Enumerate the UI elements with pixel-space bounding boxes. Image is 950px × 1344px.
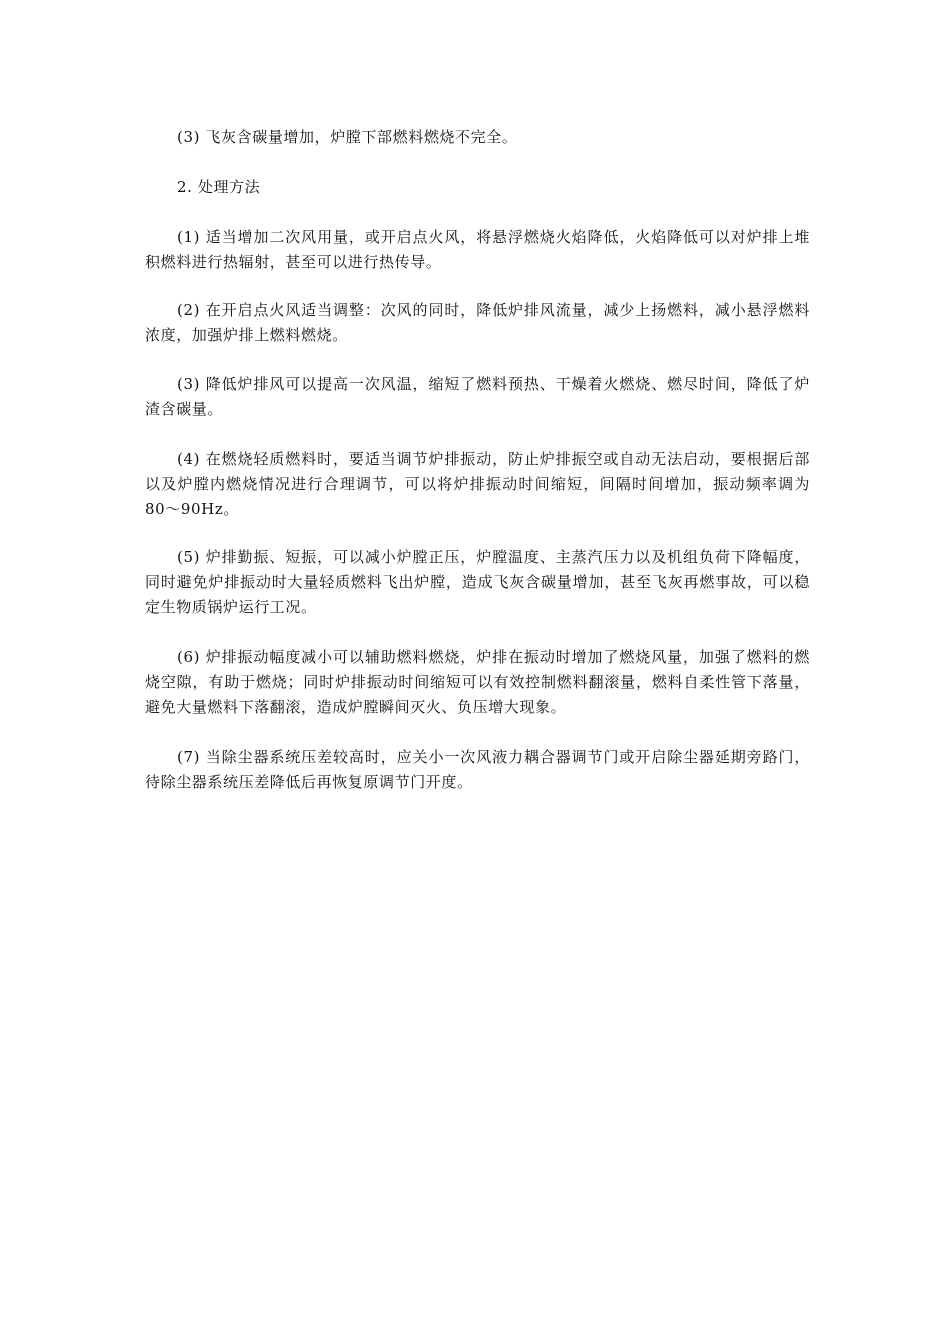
paragraph-method-6: (6) 炉排振动幅度减小可以辅助燃料燃烧，炉排在振动时增加了燃烧风量，加强了燃料的燃烧空隙，有助于燃烧；同时炉排振动时间缩短可以有效控制燃料翻滚量，燃料自柔性管下落量，避免大量燃料下落翻滚，造成炉膛瞬间灭火、负压增大现象。 <box>145 648 810 716</box>
paragraph-symptom-3: (3) 飞灰含碳量增加，炉膛下部燃料燃烧不完全。 <box>177 128 518 146</box>
paragraph-method-4: (4) 在燃烧轻质燃料时，要适当调节炉排振动，防止炉排振空或自动无法启动，要根据后部以及炉膛内燃烧情况进行合理调节，可以将炉排振动时间缩短，间隔时间增加，振动频率调为 80～90Hz。 <box>145 450 810 518</box>
paragraph-method-7: (7) 当除尘器系统压差较高时，应关小一次风液力耦合器调节门或开启除尘器延期旁路门，待除尘器系统压差降低后再恢复原调节门开度。 <box>145 748 810 791</box>
paragraph-method-2: (2) 在开启点火风适当调整：次风的同时，降低炉排风流量，减少上扬燃料，减小悬浮燃料浓度，加强炉排上燃料燃烧。 <box>145 301 810 344</box>
paragraph-method-1: (1) 适当增加二次风用量，或开启点火风，将悬浮燃烧火焰降低，火焰降低可以对炉排上堆积燃料进行热辐射，甚至可以进行热传导。 <box>145 228 810 271</box>
paragraph-method-3: (3) 降低炉排风可以提高一次风温，缩短了燃料预热、干燥着火燃烧、燃尽时间，降低了炉渣含碳量。 <box>145 375 810 418</box>
paragraph-method-5: (5) 炉排勤振、短振，可以减小炉膛正压，炉膛温度、主蒸汽压力以及机组负荷下降幅度，同时避免炉排振动时大量轻质燃料飞出炉膛，造成飞灰含碳量增加，甚至飞灰再燃事故，可以稳定生物质锅炉运行工况。 <box>145 548 810 616</box>
section-heading-treatment-method: 2. 处理方法 <box>177 178 261 196</box>
